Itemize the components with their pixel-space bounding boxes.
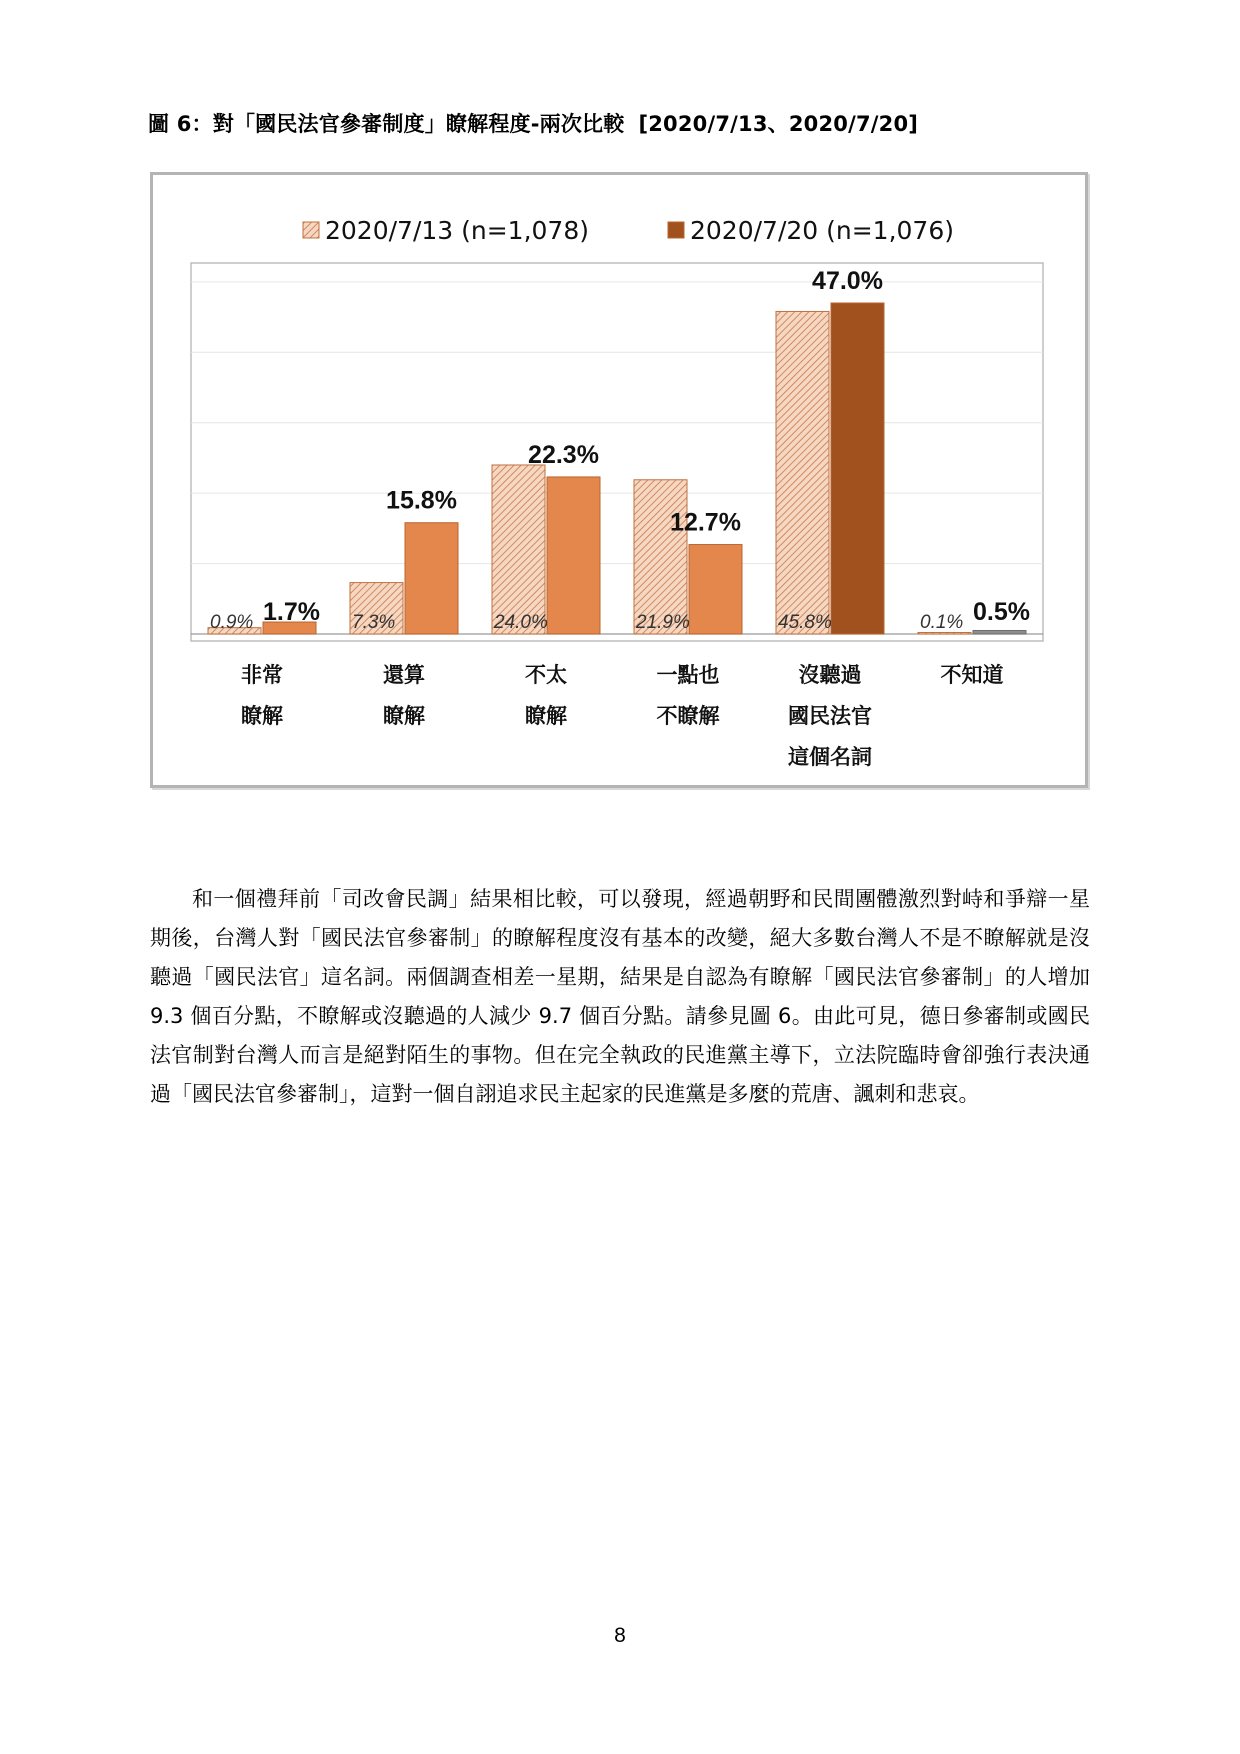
data-label-new-0: 1.7% xyxy=(263,598,320,626)
bar-old-4 xyxy=(776,311,829,634)
category-label-0-0: 非常 xyxy=(241,663,283,687)
category-label-3-0: 一點也 xyxy=(656,663,720,687)
bar-new-2 xyxy=(547,477,600,634)
data-label-old-0: 0.9% xyxy=(210,612,254,633)
data-label-old-2: 24.0% xyxy=(494,612,548,633)
data-label-new-1: 15.8% xyxy=(386,486,457,515)
data-label-old-4: 45.8% xyxy=(778,612,832,633)
category-label-4-2: 這個名詞 xyxy=(788,745,872,769)
legend-label-1: 2020/7/20 (n=1,076) xyxy=(690,216,955,245)
bar-chart xyxy=(153,175,1085,785)
bar-old-2 xyxy=(492,465,545,634)
category-label-1-0: 還算 xyxy=(383,663,425,687)
legend-label-0: 2020/7/13 (n=1,078) xyxy=(325,216,590,245)
bar-old-3 xyxy=(634,480,687,634)
category-labels-group xyxy=(241,663,1004,769)
chart-legend xyxy=(303,216,954,245)
legend-swatch-0 xyxy=(303,222,319,238)
chart-frame xyxy=(150,172,1088,788)
bar-new-4 xyxy=(831,303,884,634)
data-label-new-3: 12.7% xyxy=(670,508,741,537)
bar-new-3 xyxy=(689,545,742,634)
category-label-5-0: 不知道 xyxy=(940,663,1004,687)
data-label-old-5: 0.1% xyxy=(920,612,964,633)
category-label-1-1: 瞭解 xyxy=(383,704,425,728)
bar-new-5 xyxy=(973,630,1026,634)
category-label-4-1: 國民法官 xyxy=(788,704,872,728)
plot-area xyxy=(191,263,1043,641)
legend-swatch-1 xyxy=(668,222,684,238)
category-label-4-0: 沒聽過 xyxy=(798,663,862,687)
figure-date-range: [2020/7/13、2020/7/20] xyxy=(638,112,919,136)
bar-new-1 xyxy=(405,523,458,634)
page-number: 8 xyxy=(614,1624,626,1647)
category-label-2-1: 瞭解 xyxy=(525,704,567,728)
body-paragraph: 和一個禮拜前「司改會民調」結果相比較，可以發現，經過朝野和民間團體激烈對峙和爭辯一星期後，台灣人對「國民法官參審制」的瞭解程度沒有基本的改變，絕大多數台灣人不是不瞭解就是沒聽過「國民法官」這名詞。兩個調查相差一星期，結果是自認為有瞭解「國民法官參審制」的人增加 9.3 個百分點，不瞭解或沒聽過的人減少 9.7 個百分點。請參見圖 6。由此可見，德日參審制或國民法官制對台灣人而言是絕對陌生的事物。但在完全執政的民進黨主導下，立法院臨時會卻強行表決通過「國民法官參審制」，這對一個自詡追求民主起家的民進黨是多麼的荒唐、諷刺和悲哀。 xyxy=(150,887,1090,1106)
data-label-new-5: 0.5% xyxy=(973,598,1030,626)
category-label-0-1: 瞭解 xyxy=(241,704,283,728)
data-label-old-1: 7.3% xyxy=(352,612,396,633)
category-label-3-1: 不瞭解 xyxy=(656,704,720,728)
data-label-new-4: 47.0% xyxy=(812,267,883,295)
figure-title-text: 圖 6：對「國民法官參審制度」瞭解程度-兩次比較 xyxy=(148,112,625,136)
data-label-new-2: 22.3% xyxy=(528,440,599,469)
figure-title xyxy=(148,108,1128,138)
category-label-2-0: 不太 xyxy=(525,663,567,687)
data-label-old-3: 21.9% xyxy=(636,612,690,633)
